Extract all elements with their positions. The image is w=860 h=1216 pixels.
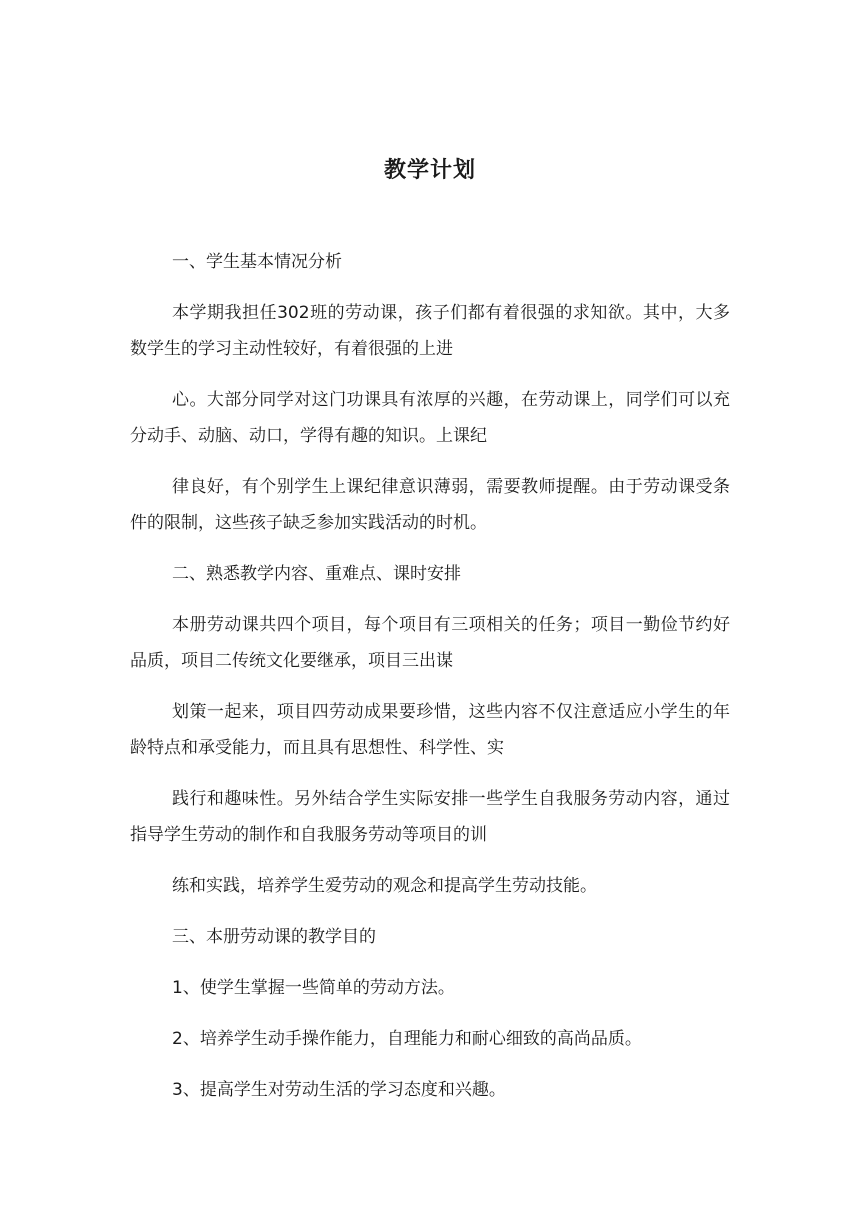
- goal-item: 1、使学生掌握一些简单的劳动方法。: [172, 978, 455, 998]
- paragraph: 练和实践，培养学生爱劳动的观念和提高学生劳动技能。: [172, 876, 597, 896]
- paragraph: 本学期我担任302班的劳动课，孩子们都有着很强的求知欲。其中，大多数学生的学习主动性较好，有着很强的上进: [130, 303, 730, 359]
- document-body: [130, 244, 730, 1123]
- section-heading-student-analysis: 一、学生基本情况分析: [172, 252, 342, 272]
- paragraph: 划策一起来，项目四劳动成果要珍惜，这些内容不仅注意适应小学生的年龄特点和承受能力，而且具有思想性、科学性、实: [130, 702, 730, 758]
- paragraph: 践行和趣味性。另外结合学生实际安排一些学生自我服务劳动内容，通过指导学生劳动的制作和自我服务劳动等项目的训: [130, 789, 730, 845]
- goal-item: 3、提高学生对劳动生活的学习态度和兴趣。: [172, 1080, 506, 1100]
- paragraph: 心。大部分同学对这门功课具有浓厚的兴趣，在劳动课上，同学们可以充分动手、动脑、动口，学得有趣的知识。上课纪: [130, 390, 730, 446]
- section-heading-teaching-content: 二、熟悉教学内容、重难点、课时安排: [172, 564, 461, 584]
- document-title: 教学计划: [383, 158, 476, 183]
- paragraph: 本册劳动课共四个项目，每个项目有三项相关的任务；项目一勤俭节约好品质，项目二传统文化要继承，项目三出谋: [130, 615, 730, 671]
- section-heading-teaching-goals: 三、本册劳动课的教学目的: [172, 927, 376, 947]
- paragraph: 律良好，有个别学生上课纪律意识薄弱，需要教师提醒。由于劳动课受条件的限制，这些孩子缺乏参加实践活动的时机。: [130, 477, 730, 533]
- goal-item: 2、培养学生动手操作能力，自理能力和耐心细致的高尚品质。: [172, 1029, 642, 1049]
